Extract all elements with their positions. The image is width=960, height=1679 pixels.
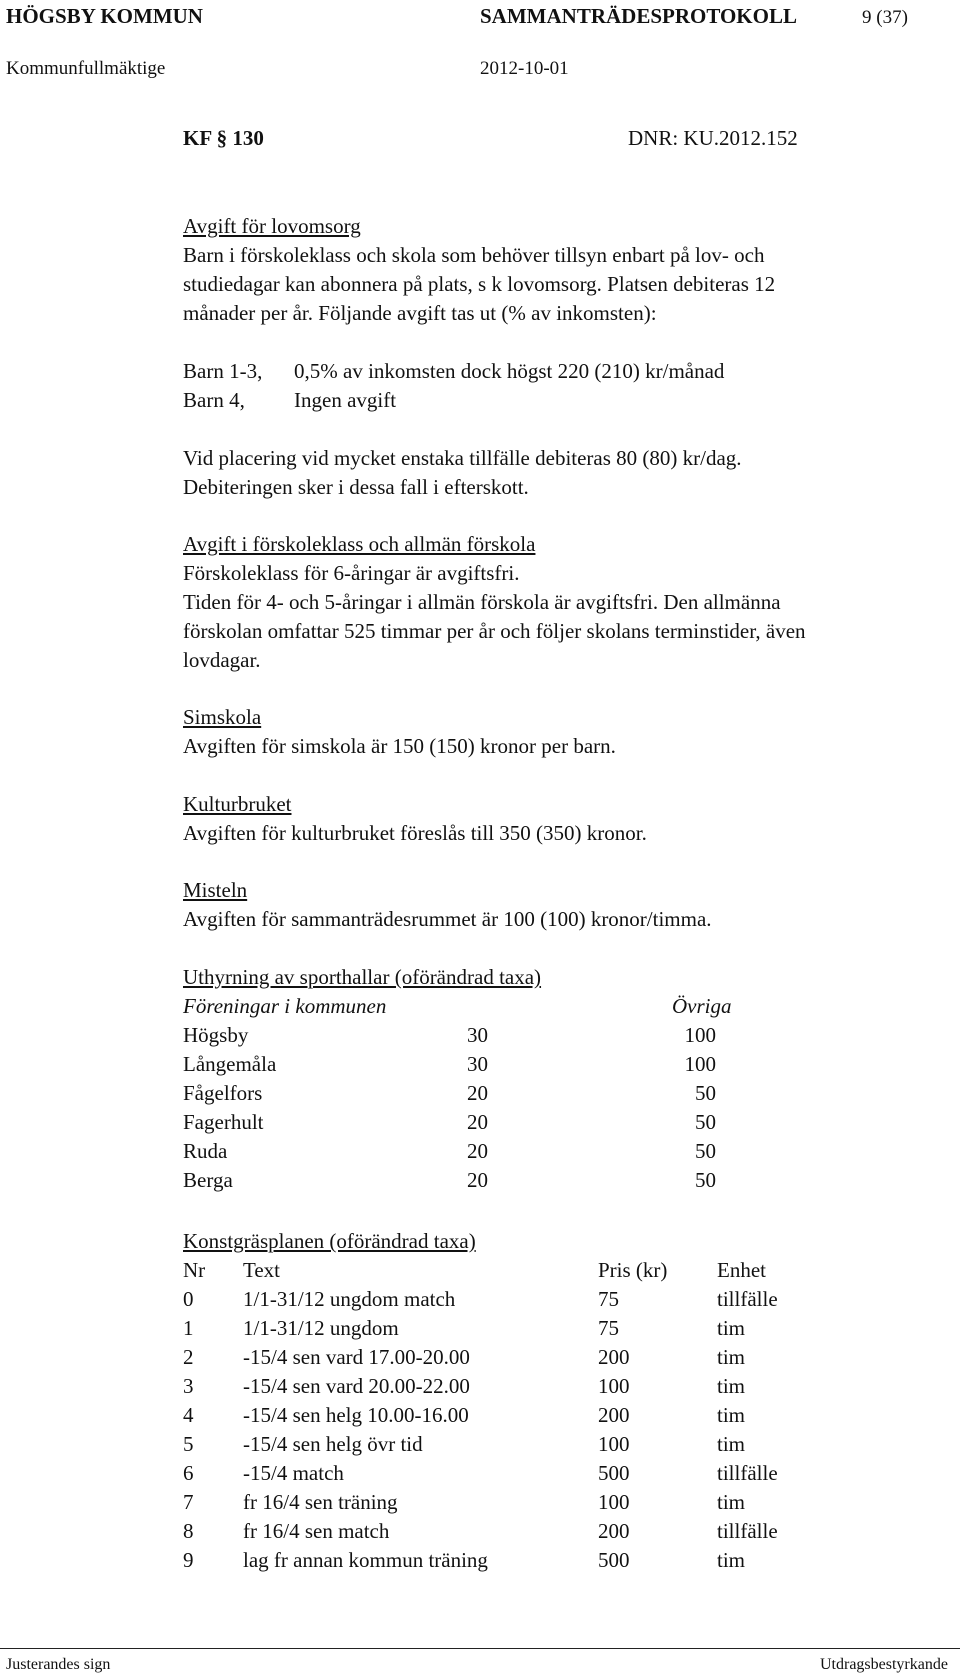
section-heading-konstgras: Konstgräsplanen (oförändrad taxa) bbox=[183, 1229, 476, 1253]
section-forskoleklass bbox=[183, 530, 903, 675]
table-cell-local: 20 bbox=[467, 1081, 488, 1105]
table-cell: tim bbox=[717, 1316, 746, 1340]
table-cell: -15/4 sen helg övr tid bbox=[243, 1432, 423, 1456]
table-cell: 9 bbox=[183, 1548, 194, 1572]
paragraph-line: Tiden för 4- och 5-åringar i allmän förskola är avgiftsfri. Den allmänna bbox=[183, 590, 781, 614]
table-cell: 1 bbox=[183, 1316, 194, 1340]
table-cell-local: 20 bbox=[467, 1168, 488, 1192]
paragraph-line: Avgiften för simskola är 150 (150) kronor per barn. bbox=[183, 734, 616, 758]
fee-label: Barn 4, bbox=[183, 388, 245, 412]
column-header: Enhet bbox=[717, 1258, 766, 1282]
table-cell-local: 20 bbox=[467, 1139, 488, 1163]
section-heading: Avgift för lovomsorg bbox=[183, 214, 361, 238]
table-cell: 2 bbox=[183, 1345, 194, 1369]
table-cell: 200 bbox=[598, 1519, 630, 1543]
table-cell: 100 bbox=[598, 1374, 630, 1398]
table-cell: 200 bbox=[598, 1345, 630, 1369]
section-kulturbruket bbox=[183, 790, 903, 848]
case-id: KF § 130 bbox=[183, 126, 264, 150]
table-cell-place: Fågelfors bbox=[183, 1081, 263, 1105]
column-header: Nr bbox=[183, 1258, 206, 1282]
table-cell-place: Högsby bbox=[183, 1023, 249, 1047]
table-cell-other: 50 bbox=[695, 1168, 716, 1192]
table-cell: 75 bbox=[598, 1316, 619, 1340]
table-cell: 4 bbox=[183, 1403, 194, 1427]
section-heading: Simskola bbox=[183, 705, 262, 729]
column-header-local: Föreningar i kommunen bbox=[183, 994, 387, 1018]
paragraph-line: Avgiften för kulturbruket föreslås till 350 (350) kronor. bbox=[183, 821, 647, 845]
footer-justerandes-sign: Justerandes sign bbox=[6, 1656, 111, 1673]
document-type: SAMMANTRÄDESPROTOKOLL bbox=[480, 4, 797, 28]
table-cell: tim bbox=[717, 1403, 746, 1427]
footer-utdragsbestyrkande: Utdragsbestyrkande bbox=[820, 1656, 948, 1673]
table-cell: 8 bbox=[183, 1519, 194, 1543]
table-cell: 1/1-31/12 ungdom bbox=[243, 1316, 399, 1340]
lovomsorg-note bbox=[183, 444, 903, 502]
table-cell: 100 bbox=[598, 1490, 630, 1514]
table-cell: tim bbox=[717, 1432, 746, 1456]
table-cell: -15/4 sen helg 10.00-16.00 bbox=[243, 1403, 469, 1427]
page-number: 9 (37) bbox=[862, 7, 908, 28]
table-cell-other: 100 bbox=[684, 1052, 716, 1076]
table-cell: tillfälle bbox=[717, 1461, 778, 1485]
fee-value: Ingen avgift bbox=[294, 388, 397, 412]
table-cell: tillfälle bbox=[717, 1287, 778, 1311]
paragraph-line: Barn i förskoleklass och skola som behöver tillsyn enbart på lov- och bbox=[183, 243, 765, 267]
paragraph-line: studiedagar kan abonnera på plats, s k lovomsorg. Platsen debiteras 12 bbox=[183, 272, 776, 296]
paragraph-line: Debiteringen sker i dessa fall i efterskott. bbox=[183, 475, 529, 499]
table-cell: 5 bbox=[183, 1432, 194, 1456]
paragraph-line: lovdagar. bbox=[183, 648, 261, 672]
column-header-other: Övriga bbox=[672, 994, 732, 1018]
table-cell: -15/4 match bbox=[243, 1461, 344, 1485]
table-cell-other: 50 bbox=[695, 1110, 716, 1134]
table-cell: tim bbox=[717, 1345, 746, 1369]
table-cell: fr 16/4 sen match bbox=[243, 1519, 390, 1543]
table-cell-local: 30 bbox=[467, 1052, 488, 1076]
table-cell: -15/4 sen vard 17.00-20.00 bbox=[243, 1345, 470, 1369]
section-simskola bbox=[183, 703, 903, 761]
section-heading: Avgift i förskoleklass och allmän förskola bbox=[183, 532, 536, 556]
section-heading: Kulturbruket bbox=[183, 792, 292, 816]
table-cell: 1/1-31/12 ungdom match bbox=[243, 1287, 456, 1311]
table-cell: tim bbox=[717, 1548, 746, 1572]
table-cell: -15/4 sen vard 20.00-22.00 bbox=[243, 1374, 470, 1398]
section-misteln bbox=[183, 876, 903, 934]
table-cell: 0 bbox=[183, 1287, 194, 1311]
table-cell: 6 bbox=[183, 1461, 194, 1485]
table-cell-place: Ruda bbox=[183, 1139, 228, 1163]
paragraph-line: Förskoleklass för 6-åringar är avgiftsfri. bbox=[183, 561, 520, 585]
section-heading-sporthallar: Uthyrning av sporthallar (oförändrad taxa) bbox=[183, 965, 542, 989]
fee-label: Barn 1-3, bbox=[183, 359, 263, 383]
table-cell-other: 50 bbox=[695, 1139, 716, 1163]
table-cell: tillfälle bbox=[717, 1519, 778, 1543]
case-dnr: DNR: KU.2012.152 bbox=[628, 126, 798, 150]
table-cell: 500 bbox=[598, 1461, 630, 1485]
meeting-body: Kommunfullmäktige bbox=[6, 58, 166, 79]
footer-divider bbox=[0, 1648, 960, 1649]
section-lovomsorg bbox=[183, 212, 903, 328]
table-cell: tim bbox=[717, 1374, 746, 1398]
column-header: Pris (kr) bbox=[598, 1258, 668, 1282]
table-cell: 200 bbox=[598, 1403, 630, 1427]
table-cell-place: Långemåla bbox=[183, 1052, 277, 1076]
table-cell-local: 30 bbox=[467, 1023, 488, 1047]
paragraph-line: månader per år. Följande avgift tas ut (% av inkomsten): bbox=[183, 301, 657, 325]
fee-value: 0,5% av inkomsten dock högst 220 (210) kr/månad bbox=[294, 359, 725, 383]
table-cell: 100 bbox=[598, 1432, 630, 1456]
table-cell: fr 16/4 sen träning bbox=[243, 1490, 398, 1514]
paragraph-line: Avgiften för sammanträdesrummet är 100 (100) kronor/timma. bbox=[183, 907, 712, 931]
table-cell: 7 bbox=[183, 1490, 194, 1514]
section-heading: Misteln bbox=[183, 878, 248, 902]
column-header: Text bbox=[243, 1258, 281, 1282]
table-cell-place: Berga bbox=[183, 1168, 233, 1192]
table-cell: lag fr annan kommun träning bbox=[243, 1548, 488, 1572]
table-cell: 500 bbox=[598, 1548, 630, 1572]
table-cell-place: Fagerhult bbox=[183, 1110, 264, 1134]
paragraph-line: Vid placering vid mycket enstaka tillfälle debiteras 80 (80) kr/dag. bbox=[183, 446, 742, 470]
paragraph-line: förskolan omfattar 525 timmar per år och följer skolans terminstider, även bbox=[183, 619, 806, 643]
municipality-name: HÖGSBY KOMMUN bbox=[6, 4, 203, 28]
table-cell: tim bbox=[717, 1490, 746, 1514]
table-cell-other: 100 bbox=[684, 1023, 716, 1047]
meeting-date: 2012-10-01 bbox=[480, 58, 569, 79]
table-cell-other: 50 bbox=[695, 1081, 716, 1105]
table-cell: 3 bbox=[183, 1374, 194, 1398]
table-cell: 75 bbox=[598, 1287, 619, 1311]
table-cell-local: 20 bbox=[467, 1110, 488, 1134]
